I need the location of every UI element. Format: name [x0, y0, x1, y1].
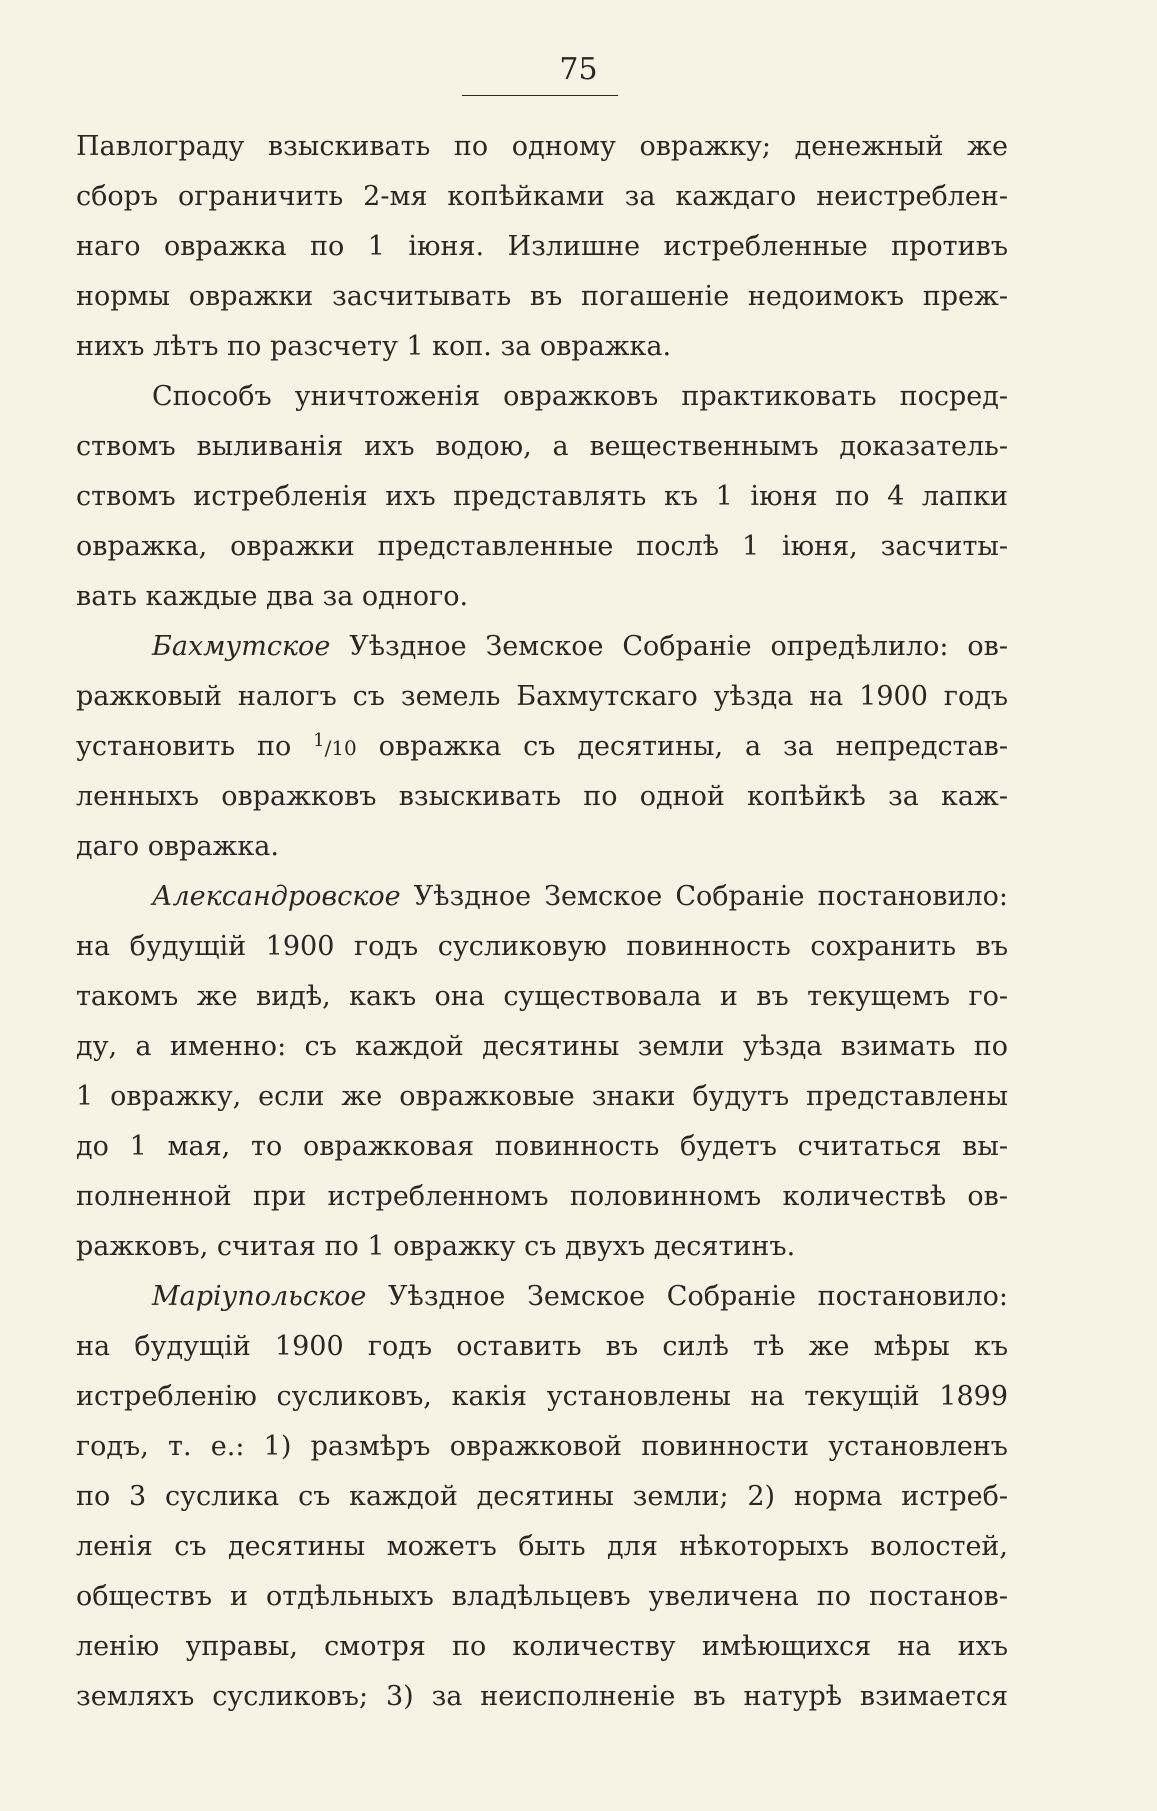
- text-segment: Уѣздное Земское Собраніе опредѣлило: ов-: [330, 631, 1008, 662]
- text-line: до 1 мая, то овражковая повинность будетъ считаться вы-: [76, 1131, 1008, 1162]
- text-line: сборъ ограничить 2-мя копѣйками за каждаго неистреблен-: [76, 181, 1008, 212]
- text-line: Павлограду взыскивать по одному овражку; денежный же: [76, 131, 1008, 162]
- text-line: ствомъ выливанія ихъ водою, а вещественнымъ доказатель-: [76, 431, 1008, 462]
- text-segment: Уѣздное Земское Собраніе постановило:: [366, 1281, 1008, 1312]
- fraction-denominator: /10: [324, 736, 357, 760]
- text-line: ду, а именно: съ каждой десятины земли уѣзда взимать по: [76, 1031, 1008, 1062]
- text-line: [76, 1272, 1008, 1322]
- text-line: ленія съ десятины можетъ быть для нѣкоторыхъ волостей,: [76, 1531, 1008, 1562]
- district-name-italic: Маріупольское: [152, 1281, 367, 1312]
- text-line: годъ, т. е.: 1) размѣръ овражковой повинности установленъ: [76, 1431, 1008, 1462]
- text-segment: установить по: [76, 731, 314, 762]
- text-line: [76, 722, 1008, 772]
- text-line: ствомъ истребленія ихъ представлять къ 1 іюня по 4 лапки: [76, 481, 1008, 512]
- text-line: [76, 872, 1008, 922]
- text-line: нормы овражки засчитывать въ погашеніе недоимокъ преж-: [76, 281, 1008, 312]
- text-line: ражковый налогъ съ земель Бахмутскаго уѣзда на 1900 годъ: [76, 681, 1008, 712]
- text-line: овражка, овражки представленные послѣ 1 іюня, засчиты-: [76, 531, 1008, 562]
- fraction-numerator: 1: [313, 730, 325, 751]
- text-line: ленныхъ овражковъ взыскивать по одной копѣйкѣ за каж-: [76, 781, 1008, 812]
- text-line: нихъ лѣтъ по разсчету 1 коп. за овражка.: [76, 331, 672, 362]
- text-segment: овражка съ десятины, а за непредстав-: [356, 731, 1008, 762]
- page-number: 75: [559, 52, 598, 87]
- text-line: [76, 622, 1008, 672]
- text-line: вать каждые два за одного.: [76, 581, 469, 612]
- text-line: на будущій 1900 годъ оставить въ силѣ тѣ же мѣры къ: [76, 1331, 1008, 1362]
- text-line: по 3 суслика съ каждой десятины земли; 2) норма истреб-: [76, 1481, 1008, 1512]
- text-line: земляхъ сусликовъ; 3) за неисполненіе въ натурѣ взимается: [76, 1681, 1008, 1712]
- district-name-italic: Александровское: [152, 881, 401, 912]
- text-line: полненной при истребленномъ половинномъ количествѣ ов-: [76, 1181, 1008, 1212]
- district-name-italic: Бахмутское: [152, 631, 331, 662]
- text-line: истребленію сусликовъ, какія установлены на текущій 1899: [76, 1381, 1008, 1412]
- text-line: 1 овражку, если же овражковые знаки будутъ представлены: [76, 1081, 1008, 1112]
- page-number-rule: [462, 95, 618, 96]
- text-line: обществъ и отдѣльныхъ владѣльцевъ увеличена по постанов-: [76, 1581, 1008, 1612]
- text-line: ражковъ, считая по 1 овражку съ двухъ десятинъ.: [76, 1231, 796, 1262]
- text-segment: Уѣздное Земское Собраніе постановило:: [400, 881, 1008, 912]
- text-line: наго овражка по 1 іюня. Излишне истребленные противъ: [76, 231, 1008, 262]
- text-line: ленію управы, смотря по количеству имѣющихся на ихъ: [76, 1631, 1008, 1662]
- text-line: даго овражка.: [76, 831, 279, 862]
- text-line: Способъ уничтоженія овражковъ практиковать посред-: [152, 381, 1008, 412]
- text-line: на будущій 1900 годъ сусликовую повинность сохранить въ: [76, 931, 1008, 962]
- body-text: [76, 122, 1008, 1722]
- text-line: такомъ же видѣ, какъ она существовала и въ текущемъ го-: [76, 981, 1008, 1012]
